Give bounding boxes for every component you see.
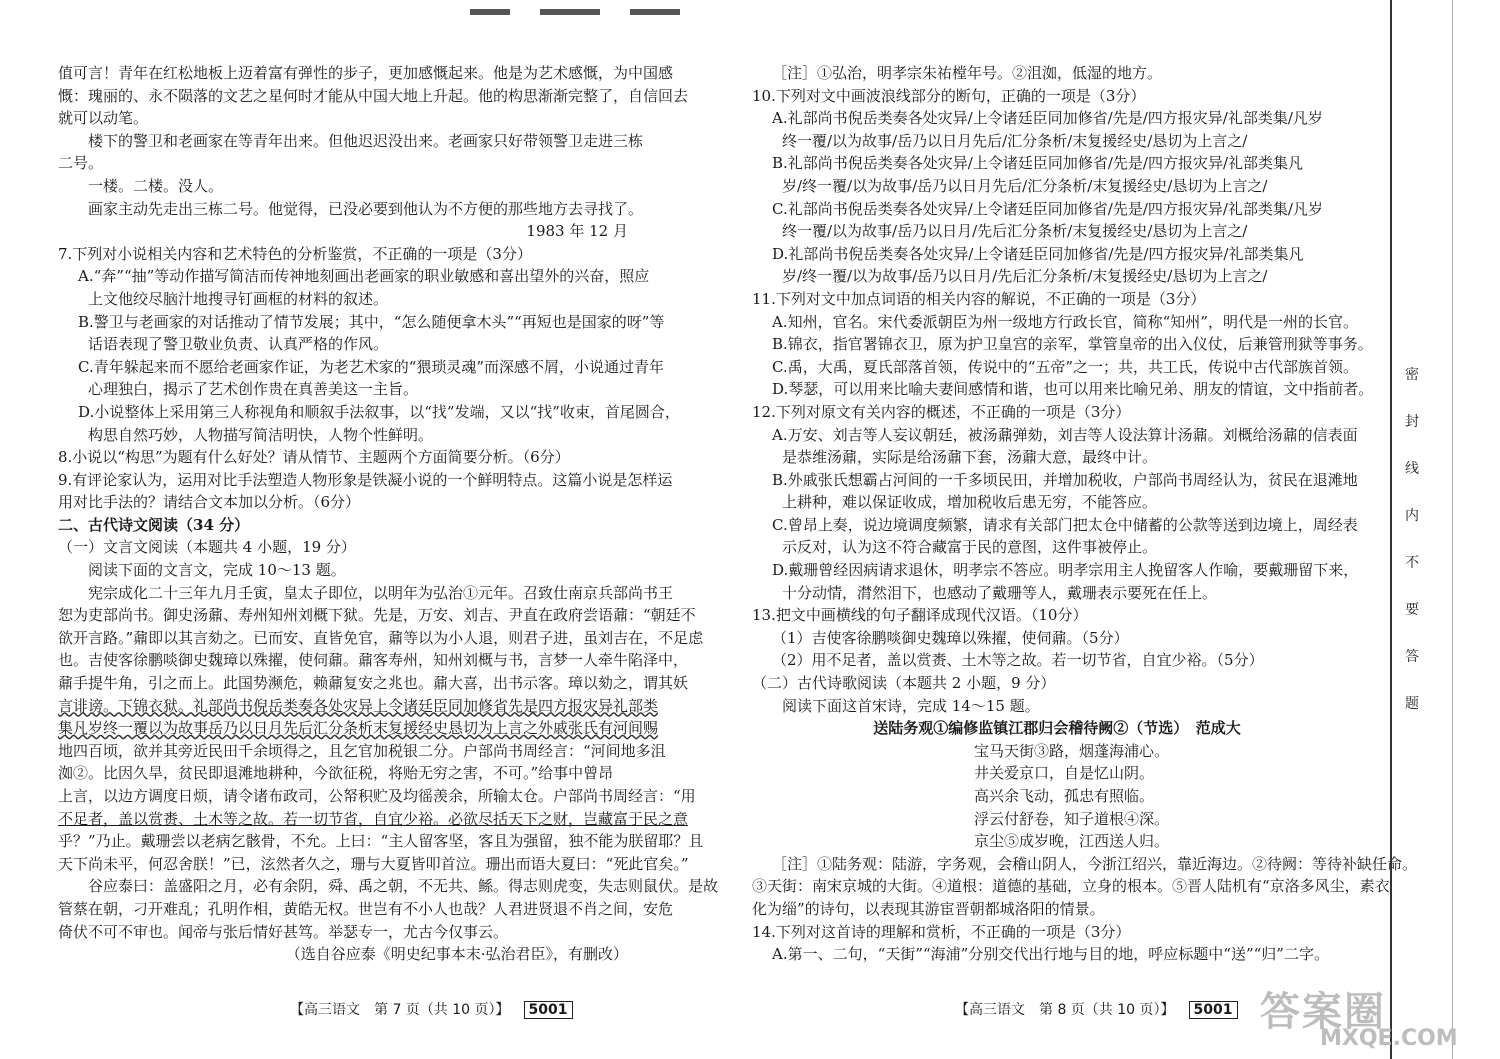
option-line: 构思自然巧妙，人物描写简洁明快，人物个性鲜明。: [88, 425, 434, 444]
option-line: D.戴珊曾经因病请求退休，明孝宗不答应。明孝宗用主人挽留客人作喻，要戴珊留下来，: [772, 561, 1359, 580]
subsection-heading: （一）文言文阅读（本题共 4 小题，19 分）: [58, 538, 356, 557]
classical-text: 天下尚未平，何忍舍朕！”已，泫然者久之，珊与大夏皆叩首泣。珊出而语大夏曰：“死此官矣。”: [58, 854, 689, 873]
classical-text-underlined: 不足者，盖以赏赉、土木等之故。若一切节省，自宜少裕。必欲尽括天下之财，岂藏富于民之意: [58, 809, 689, 828]
classical-text: 乎？”乃止。戴珊尝以老病乞骸骨，不允。上曰：“主人留客坚，客且为强留，独不能为朕留耶？且: [58, 832, 704, 851]
option-line: 心理独白，揭示了艺术创作贵在真善美这一主旨。: [88, 380, 419, 399]
text-line: 二号。: [58, 154, 104, 173]
option-line: B.锦衣，指官署锦衣卫，原为护卫皇宫的亲军，掌管皇帝的出入仪仗，后兼管刑狱等事务。: [772, 335, 1373, 354]
registration-marks: [470, 0, 1030, 8]
left-page: [58, 62, 719, 966]
option-line: B.外戚张氏想霸占河间的一千多顷民田，并增加税收，户部尚书周经认为，贫民在退滩地: [772, 470, 1358, 489]
classical-text: 洳②。比因久旱，贫民即退滩地耕种，今欲征税，将贻无穷之害，不可。”给事中曾昂: [58, 764, 614, 783]
question-10: 10.下列对文中画波浪线部分的断句，正确的一项是（3分）: [752, 86, 1146, 105]
option-line: C.礼部尚书倪岳类奏各处灾异/上令诸廷臣同加修省/先是/四方报灾异/礼部类集/凡岁: [772, 199, 1323, 218]
option-line: A.万安、刘吉等人妄议朝廷，被汤鼐弹劾，刘吉等人设法算计汤鼐。刘概给汤鼐的信表面: [772, 425, 1358, 444]
poem-line: 宝马天街③路，烟蓬海浦心。: [974, 741, 1170, 760]
note-line: ［注］①陆务观：陆游，字务观，会稽山阴人，今浙江绍兴，靠近海边。②待阙：等待补缺任命。: [772, 854, 1418, 873]
text-line: 楼下的警卫和老画家在等青年出来。但他迟迟没出来。老画家只好带领警卫走进三栋: [88, 131, 644, 150]
paper-code: 5001: [524, 1001, 573, 1019]
subsection-heading: （二）古代诗歌阅读（本题共 2 小题，9 分）: [752, 674, 1056, 693]
classical-text: 上言，以边方调度日烦，请令诸布政司，公帑积贮及均徭羡余，所输太仓。户部尚书周经言：“用: [58, 787, 696, 805]
option-line: A.“奔”“抽”等动作描写简洁而传神地刻画出老画家的职业敏感和喜出望外的兴奋，照应: [78, 267, 650, 286]
question-11: 11.下列对文中加点词语的相关内容的解说，不正确的一项是（3分）: [752, 289, 1206, 308]
source-citation: （选自谷应泰《明史纪事本末·弘治君臣》，有删改）: [285, 945, 628, 964]
option-line: C.曾昂上奏，说边境调度频繁，请求有关部门把太仓中储蓄的公款等送到边境上，周经表: [772, 515, 1358, 534]
seal-char: 线: [1405, 461, 1419, 477]
poem-title: 送陆务观①编修监镇江郡归会稽待阙②（节选） 范成大: [873, 719, 1241, 738]
question-7: 7.下列对小说相关内容和艺术特色的分析鉴赏，不正确的一项是（3分）: [58, 244, 532, 263]
option-line: C.禹，大禹，夏氏部落首领，传说中的“五帝”之一；共，共工氏，传说中古代部族首领。: [772, 357, 1359, 376]
classical-text: 恕为吏部尚书。御史汤鼐、寿州知州刘概下狱。先是，万安、刘吉、尹直在政府尝语鼐：“朝廷不: [58, 606, 696, 625]
option-line: 终一覆/以为故事/岳乃以日月/先后汇分条析/末复援经史/恳切为上言之/: [782, 222, 1248, 241]
seal-char: 不: [1405, 555, 1419, 571]
poem-line: 井关爱京口，自是忆山阴。: [974, 764, 1155, 783]
site-watermark: [1260, 990, 1490, 1050]
classical-text: 鼐手提牛角，引之而上。此国势濒危，赖鼐复安之兆也。鼐大喜，出书示客。璋以劾之，谓其妖: [58, 674, 689, 693]
classical-text: 地四百顷，欲并其旁近民田千余顷得之，且乞官加税银二分。户部尚书周经言：“河间地多沮: [58, 741, 666, 760]
option-line: 岁/终一覆/以为故事/岳乃以日月/先后汇分条析/末复援经史/恳切为上言之/: [782, 267, 1268, 286]
note-line: ［注］①弘治，明孝宗朱祐樘年号。②沮洳，低湿的地方。: [772, 64, 1163, 82]
text-line: 值可言！青年在红松地板上迈着富有弹性的步子，更加感慨起来。他是为艺术感慨，为中国感: [58, 64, 674, 82]
classical-text: 欲开言路。”鼐即以其言劾之。已而安、直皆免官，鼐等以为小人退，则君子进，虽刘吉在，不足虑: [58, 628, 704, 647]
instruction: 阅读下面的文言文，完成 10～13 题。: [88, 561, 346, 580]
question-9: 9.有评论家认为，运用对比手法塑造人物形象是铁凝小说的一个鲜明特点。这篇小说是怎样运: [58, 470, 673, 489]
option-line: 上文他绞尽脑汁地搜寻钉画框的材料的叙述。: [88, 289, 389, 308]
page-label: 【高三语文 第 8 页（共 10 页）】: [955, 1002, 1175, 1018]
poem-line: 浮云付舒卷，知子道根④深。: [974, 809, 1170, 828]
question-12: 12.下列对原文有关内容的概述，不正确的一项是（3分）: [752, 402, 1131, 421]
question-9-cont: 用对比手法的？请结合文本加以分析。（6分）: [58, 493, 361, 512]
seal-char: 题: [1405, 696, 1419, 712]
footer-left: [290, 999, 573, 1019]
option-line: D.琴瑟，可以用来比喻夫妻间感情和谐，也可以用来比喻兄弟、朋友的情谊，文中指前者。: [772, 380, 1374, 399]
poem-line: 京尘⑤成岁晚，江西送人归。: [974, 832, 1170, 851]
watermark-logo: 答案圈: [1260, 989, 1386, 1035]
note-line: ③天街：南宋京城的大街。④道根：道德的基础，立身的根本。⑤晋人陆机有“京洛多风尘，素衣: [752, 877, 1390, 896]
seal-char: 密: [1405, 367, 1419, 383]
seal-char: 封: [1405, 414, 1419, 430]
classical-text: 宪宗成化二十三年九月壬寅，皇太子即位，以明年为弘治①元年。召致仕南京兵部尚书王: [88, 583, 674, 602]
option-line: D.礼部尚书倪岳类奏各处灾异/上令诸廷臣同加修省/先是/四方报灾异/礼部类集凡: [772, 244, 1304, 263]
margin-rule: [1452, 0, 1453, 1059]
question-8: 8.小说以“构思”为题有什么好处？请从情节、主题两个方面简要分析。（6分）: [58, 448, 570, 467]
text-line: 就可以动笔。: [58, 109, 149, 128]
section-heading: 二、古代诗文阅读（34 分）: [58, 515, 250, 534]
footer-right: [955, 999, 1238, 1019]
option-line: C.青年躲起来而不愿给老画家作证，为老艺术家的“猥琐灵魂”而深感不屑，小说通过青年: [78, 357, 665, 376]
option-line: 上耕种，难以保证收成，增加税收后患无穷，不能答应。: [782, 493, 1158, 512]
option-line: A.礼部尚书倪岳类奏各处灾异/上令诸廷臣同加修省/先是/四方报灾异/礼部类集/凡岁: [772, 109, 1323, 128]
option-line: 岁/终一覆/以为故事/岳乃以日月先后/汇分条析/末复援经史/恳切为上言之/: [782, 176, 1268, 195]
seal-char: 内: [1405, 508, 1419, 524]
option-line: A.知州，官名。宋代委派朝臣为州一级地方行政长官，简称“知州”，明代是一州的长官。: [772, 312, 1358, 331]
option-line: D.小说整体上采用第三人称视角和顺叙手法叙事，以“找”发端，又以“找”收束，首尾圆合，: [78, 402, 680, 421]
sub-question: （1）吉使客徐鹏啖御史魏璋以殊擢，使伺鼐。（5分）: [772, 628, 1129, 647]
note-line: 化为缁”的诗句，以表现其游宦晋朝都城洛阳的情景。: [752, 899, 1105, 918]
classical-text: 管蔡在朝，刁开难乱；孔明作相，黄皓无权。世岂有不小人也哉？人君进贤退不肖之间，安危: [58, 899, 674, 918]
poem-line: 高兴余飞动，孤忠有照临。: [974, 787, 1155, 805]
page-label: 【高三语文 第 7 页（共 10 页）】: [290, 1002, 510, 1018]
classical-text-wavy: 集凡岁终一覆以为故事岳乃以日月先后汇分条析末复援经史恳切为上言之外戚张氏有河间赐: [58, 719, 659, 738]
question-14: 14.下列对这首诗的理解和赏析，不正确的一项是（3分）: [752, 922, 1131, 941]
seal-line-notice: [1397, 352, 1427, 728]
story-date: 1983 年 12 月: [526, 222, 628, 241]
option-line: 十分动情，潸然泪下，也感动了戴珊等人，戴珊表示要死在任上。: [782, 583, 1218, 602]
classical-text-wavy: 言诽谤。下锦衣狱。礼部尚书倪岳类奏各处灾异上令诸廷臣同加修省先是四方报灾异礼部类: [58, 696, 659, 715]
option-line: 是恭维汤鼐，实际是给汤鼐下套，汤鼐大意，最终中计。: [782, 448, 1158, 467]
instruction: 阅读下面这首宋诗，完成 14～15 题。: [782, 696, 1040, 715]
option-line: A.第一、二句，“天街”“海浦”分别交代出行地与目的地，呼应标题中“送”“归”二字。: [772, 945, 1329, 964]
option-line: 示反对，认为这不符合藏富于民的意图，这件事被停止。: [782, 538, 1158, 557]
watermark-url: MXQE.COM: [1320, 1026, 1458, 1051]
option-line: B.警卫与老画家的对话推动了情节发展；其中，“怎么随便拿木头”“再短也是国家的呀”等: [78, 312, 665, 331]
text-line: 画家主动先走出三栋二号。他觉得，已没必要到他认为不方便的那些地方去寻找了。: [88, 199, 644, 218]
sub-question: （2）用不足者，盖以赏赉、土木等之故。若一切节省，自宜少裕。（5分）: [772, 651, 1264, 670]
text-line: 慨：瑰丽的、永不陨落的文艺之星何时才能从中国大地上升起。他的构思渐渐完整了，自信回去: [58, 86, 689, 105]
option-line: B.礼部尚书倪岳类奏各处灾异/上令诸廷臣同加修省/先是/四方报灾异/礼部类集凡: [772, 154, 1304, 173]
right-page: [752, 62, 1418, 966]
seal-char: 答: [1405, 649, 1419, 665]
classical-text: 倚伏不可不审也。闻帝与张后情好甚笃。举瑟专一，尤古今仅事云。: [58, 922, 509, 941]
classical-text: 也。吉使客徐鹏啖御史魏璋以殊擢，使伺鼐。鼐客寿州，知州刘概与书，言梦一人牵牛陷泽中，: [58, 651, 689, 670]
classical-text: 谷应泰曰：盖盛阳之月，必有余阴，舜、禹之朝，不无共、鲧。得志则虎变，失志则鼠伏。是故: [88, 877, 719, 896]
option-line: 话语表现了警卫敬业负责、认真严格的作风。: [88, 335, 389, 354]
question-13: 13.把文中画横线的句子翻译成现代汉语。（10分）: [752, 606, 1088, 625]
option-line: 终一覆/以为故事/岳乃以日月先后/汇分条析/末复援经史/恳切为上言之/: [782, 131, 1248, 150]
text-line: 一楼。二楼。没人。: [88, 176, 224, 195]
seal-char: 要: [1405, 602, 1419, 618]
paper-code: 5001: [1189, 1001, 1238, 1019]
